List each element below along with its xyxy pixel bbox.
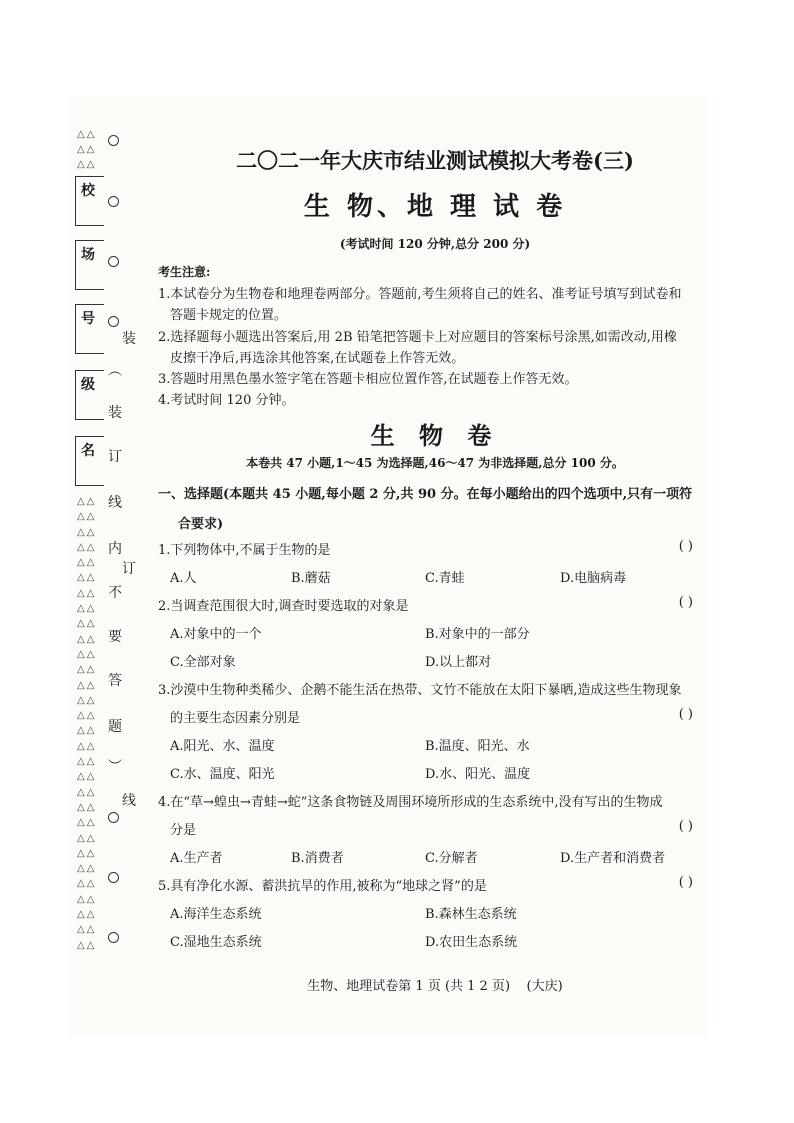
field-label-number: 号 [81,311,95,327]
answer-blank[interactable]: ( ) [678,595,693,610]
question-stem: 3.沙漠中生物种类稀少、企鹅不能生活在热带、文竹不能放在太阳下暴晒,造成这些生物现象 [158,683,682,698]
notice-item: 2.选择题每小题选出答案后,用 2B 铅笔把答题卡上对应题目的答案标号涂黑,如需改动,用橡 皮擦干净后,再选涂其他答案,在试题卷上作答无效。 [158,330,677,366]
option: A.生产者 [170,851,223,866]
option: B.对象中的一部分 [425,627,530,642]
page-footer: 生物、地理试卷第 1 页 (共 1 2 页) (大庆) [307,979,563,994]
part-heading: 一、选择题(本题共 45 小题,每小题 2 分,共 90 分。在每小题给出的四个选项中,只有一项符 合要求) [158,487,693,532]
binding-text: 装 [122,331,136,347]
notice-heading: 考生注意: [158,265,211,279]
binding-text: 要 [108,629,122,645]
option: C.湿地生态系统 [170,935,262,950]
option: C.分解者 [425,851,478,866]
binding-text: 线 [122,793,136,809]
answer-blank[interactable]: ( ) [678,707,693,722]
binding-text: 订 [108,449,122,465]
field-label-room: 场 [81,247,95,263]
option: A.海洋生态系统 [170,907,262,922]
notice-item: 4.考试时间 120 分钟。 [158,393,295,408]
binding-text: ︵ [108,363,122,379]
field-label-school: 校 [81,183,95,199]
exam-title: 二〇二一年大庆市结业测试模拟大考卷(三) [236,148,634,173]
option: A.阳光、水、温度 [170,739,275,754]
answer-blank[interactable]: ( ) [678,819,693,834]
option: D.电脑病毒 [560,571,627,586]
question-stem: 4.在“草→蝗虫→青蛙→蛇”这条食物链及周围环境所形成的生态系统中,没有写出的生物成 [158,795,663,810]
option: D.农田生态系统 [425,935,518,950]
triangle-marks: △△ [77,144,97,155]
answer-blank[interactable]: ( ) [678,539,693,554]
option: B.蘑菇 [291,571,331,586]
binding-hole-icon [108,932,119,943]
binding-text: 答 [108,673,122,689]
option: C.水、温度、阳光 [170,767,275,782]
option: D.水、阳光、温度 [425,767,531,782]
binding-text: 订 [122,561,136,577]
option: B.消费者 [291,851,344,866]
answer-blank[interactable]: ( ) [678,875,693,890]
subject-title: 生 物、地 理 试 卷 [303,192,567,222]
option: A.对象中的一个 [170,627,262,642]
option: D.以上都对 [425,655,492,670]
field-label-class: 级 [81,377,95,393]
option: B.森林生态系统 [425,907,517,922]
field-label-name: 名 [81,443,95,459]
binding-text: 线 [108,495,122,511]
triangle-column: △△ △△ △△ △△ △△ △△ △△ △△ △△ △△ △△ △△ △△ △△ △△ △△ △△ △△ △△ △△ △△ △△ △△ △△ △△ △△ △△ △△ △△ △△ [77,496,97,951]
section-description: 本卷共 47 小题,1～45 为选择题,46～47 为非选择题,总分 100 分。 [246,456,624,470]
notice-item: 1.本试卷分为生物卷和地理卷两部分。答题前,考生须将自己的姓名、准考证号填写到试卷和 答题卡规定的位置。 [158,287,682,323]
question-stem: 2.当调查范围很大时,调查时要选取的对象是 ( ) [158,595,693,614]
option: C.全部对象 [170,655,236,670]
binding-hole-icon [108,316,119,327]
question-stem: 5.具有净化水源、蓄洪抗旱的作用,被称为“地球之肾”的是 ( ) [158,875,693,894]
option: B.温度、阳光、水 [425,739,530,754]
binding-hole-icon [108,196,119,207]
binding-text: 不 [108,585,122,601]
binding-hole-icon [108,812,119,823]
option: A.人 [170,571,197,586]
binding-hole-icon [108,872,119,883]
binding-text: 内 [108,541,122,557]
triangle-marks: △△ [77,159,97,170]
exam-info: (考试时间 120 分钟,总分 200 分) [339,237,531,251]
section-title: 生 物 卷 [370,422,500,450]
question-stem: 1.下列物体中,不属于生物的是 ( ) [158,539,693,558]
triangle-marks: △△ [77,129,97,140]
option: D.生产者和消费者 [560,851,666,866]
question-stem-cont: 分是 ( ) [170,819,693,838]
binding-text: 题 [108,719,122,735]
binding-text: 装 [108,405,122,421]
question-stem-cont: 的主要生态因素分别是 ( ) [170,707,693,726]
notice-item: 3.答题时用黑色墨水签字笔在答题卡相应位置作答,在试题卷上作答无效。 [158,372,578,387]
binding-hole-icon [108,256,119,267]
binding-hole-icon [108,135,119,146]
binding-text: ︶ [108,759,122,775]
option: C.青蛙 [425,571,465,586]
